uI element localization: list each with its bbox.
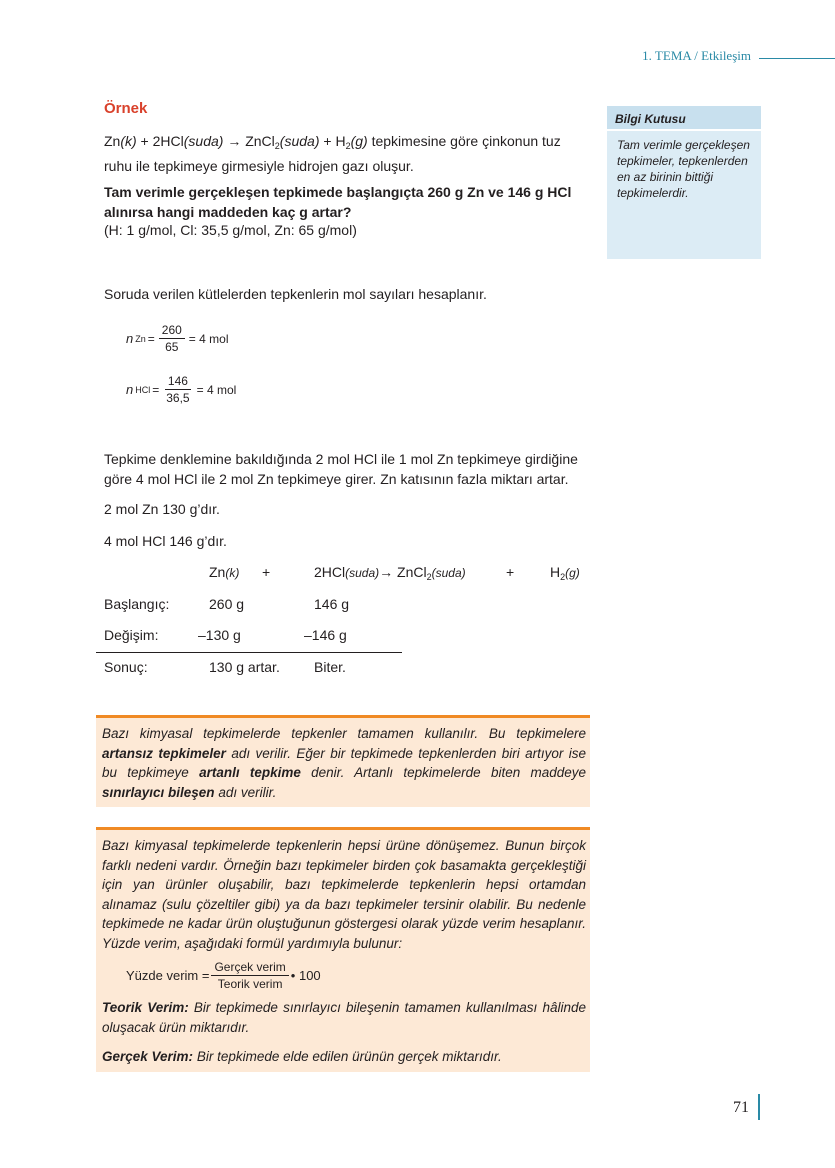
example-equation: Zn(k) + 2HCl(suda) → ZnCl$_2$(suda) + $H_2(g)$ tepkimesine göre çinkonun tuz ruhu ile tepkimeye girmesiyle hidrojen gazı oluşur. (104, 133, 561, 174)
info-box-body: Tam verimle gerçekleşen tepkimeler, tepkenlerden en az birinin bittiği tepkimelerdir. (617, 138, 750, 200)
chapter-label: 1. TEMA / Etkileşim (642, 48, 751, 63)
definition-box-artanli: Bazı kimyasal tepkimelerde tepkenler tamamen kullanılır. Bu tepkimelere artansız tepkimeler adı verilir. Eğer bir tepkimede tepkenlerden biri artıyor ise bu tepkimeye artanlı tepkime denir. Artanlı tepkimelerde biten maddeye sınırlayıcı bileşen adı verilir. (96, 715, 590, 807)
row-label: Başlangıç: (104, 596, 170, 612)
hcl-mass: 4 mol HCl 146 g’dır. (104, 533, 227, 549)
row-label: Sonuç: (104, 659, 148, 675)
info-box-title: Bilgi Kutusu (607, 106, 761, 131)
mol-calc-zn: n Zn = $\frac{260}{65}$ = 4 mol (126, 323, 229, 354)
definition-box-verim (96, 827, 590, 1072)
table-head-reaction: 2HCl(suda)→ ZnCl$_2$(suda) (314, 564, 466, 582)
solution-explanation: Tepkime denklemine bakıldığında 2 mol HCl ile 1 mol Zn tepkimeye girdiğine göre 4 mol HCl ile 2 mol Zn tepkimeye girer. Zn katısının fazla miktarı artar. (104, 451, 578, 487)
solution-intro: Soruda verilen kütlelerden tepkenlerin mol sayıları hesaplanır. (104, 286, 487, 302)
row-label: Değişim: (104, 627, 159, 643)
gercek-verim-definition: Gerçek Verim: Bir tepkimede elde edilen ürünün gerçek miktarıdır. (102, 1049, 502, 1064)
zn-mass: 2 mol Zn 130 g’dır. (104, 501, 220, 517)
row-zn-value: –130 g (198, 627, 241, 643)
row-hcl-value: Biter. (314, 659, 346, 675)
info-box (607, 106, 761, 259)
page-number: 71 (733, 1099, 749, 1116)
molar-masses: (H: 1 g/mol, Cl: 35,5 g/mol, Zn: 65 g/mol) (104, 222, 357, 238)
row-zn-value: 130 g artar. (209, 659, 280, 675)
running-header (535, 44, 835, 68)
row-hcl-value: 146 g (314, 596, 350, 612)
example-title: Örnek (104, 100, 148, 117)
table-head-zn: Zn(k) (209, 564, 240, 580)
row-hcl-value: –146 g (304, 627, 347, 643)
mol-calc-hcl: n HCl = $\frac{146}{36,5}$ = 4 mol (126, 374, 237, 405)
yield-formula: Yüzde verim = $\frac{\text{Gerçek verim}}{\text{Teorik verim}}$ • 100 (126, 960, 321, 991)
header-rule (759, 58, 835, 59)
row-zn-value: 260 g (209, 596, 245, 612)
teorik-verim-definition: Teorik Verim: Bir tepkimede sınırlayıcı bileşenin tamamen kullanılması hâlinde oluşacak ürün miktarıdır. (102, 1000, 587, 1035)
table-head-h2: $H_2(g)$ (550, 564, 580, 582)
table-divider (96, 652, 402, 653)
page-number-bar (758, 1094, 760, 1120)
table-head-plus-2: + (506, 564, 515, 580)
verim-paragraph: Bazı kimyasal tepkimelerde tepkenlerin hepsi ürüne dönüşemez. Bunun birçok farklı nedeni vardır. Örneğin bazı tepkimeler birden çok basamakta gerçekleştiği için yan ürünler oluşabilir, bazı tepkimelerde tepkenlerin hepsi ortamdan alınamaz (sulu çözeltiler gibi) ya da bazı tepkimeler tersinir olabilir. Bu nedenle tepkimede ne kadar ürün oluştuğunun göstergesi olarak yüzde verim hesaplanır. Yüzde verim, aşağıdaki formül yardımıyla bulunur: (102, 838, 586, 951)
table-head-plus: + (262, 564, 271, 580)
example-question: Tam verimle gerçekleşen tepkimede başlangıçta 260 g Zn ve 146 g HCl alınırsa hangi maddeden kaç g artar? (104, 184, 572, 220)
